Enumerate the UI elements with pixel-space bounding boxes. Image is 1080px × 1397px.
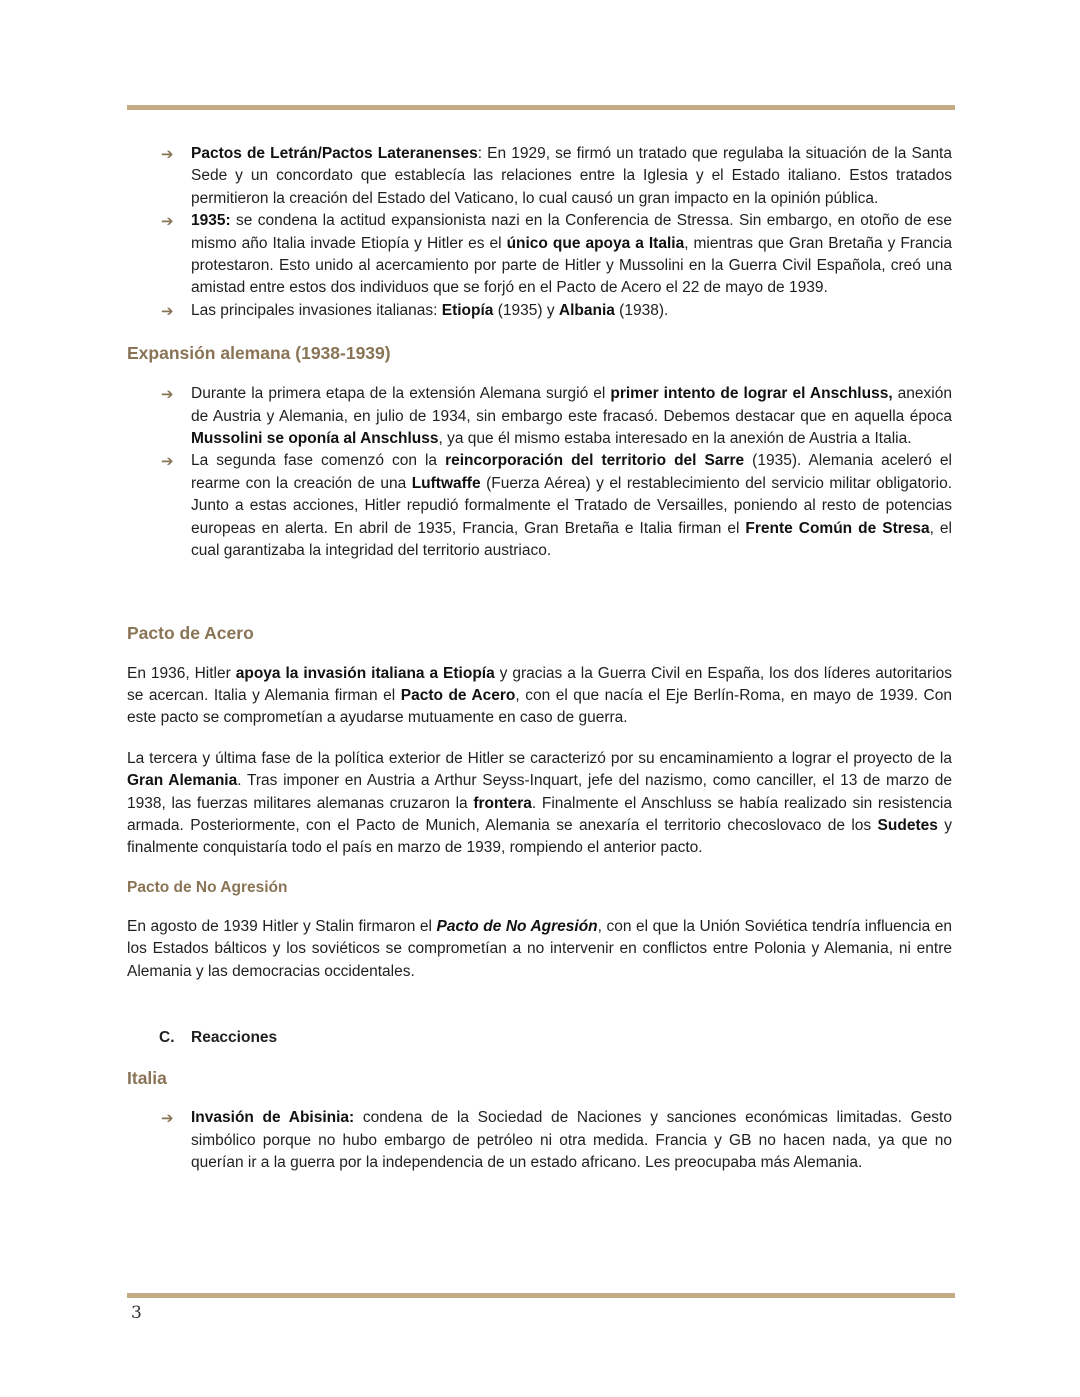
- arrow-right-icon: ➔: [161, 212, 174, 231]
- expansion-list: [127, 383, 952, 562]
- italy-policy-list: [127, 143, 952, 322]
- section-heading-expansion: Expansión alemana (1938-1939): [127, 343, 391, 364]
- list-item: ➔ Las principales invasiones italianas: Etiopía (1935) y Albania (1938).: [127, 300, 952, 322]
- arrow-right-icon: ➔: [161, 301, 174, 320]
- page-content: [127, 143, 952, 1175]
- page-number: 3: [131, 1303, 142, 1323]
- italia-list: [127, 1107, 952, 1174]
- paragraph-acero-2: La tercera y última fase de la política exterior de Hitler se caracterizó por su encaminamiento a lograr el proyecto de la Gran Alemania. Tras imponer en Austria a Arthur Seyss-Inquart, jefe del nazismo, como canciller, el 13 de marzo de 1938, las fuerzas militares alemanas cruzaron la frontera. Finalmente el Anschluss se había realizado sin resistencia armada. Posteriormente, con el Pacto de Munich, Alemania se anexaría el territorio checoslovaco de los Sudetes y finalmente conquistaría todo el país en marzo de 1939, rompiendo el anterior pacto.: [127, 749, 952, 857]
- arrow-right-icon: ➔: [161, 385, 174, 404]
- header-rule: [127, 105, 955, 110]
- arrow-right-icon: ➔: [161, 145, 174, 163]
- list-item: ➔ La segunda fase comenzó con la reincorporación del territorio del Sarre (1935). Alemania aceleró el rearme con la creación de una Luftwaffe (Fuerza Aérea) y el restablecimiento del servicio militar obligatorio. Junto a estas acciones, Hitler repudió formalmente el Tratado de Versailles, poniendo al resto de potencias europeas en alerta. En abril de 1935, Francia, Gran Bretaña e Italia firman el Frente Común de Stresa, el cual garantizaba la integridad del territorio austriaco.: [161, 452, 952, 560]
- list-item: ➔ Invasión de Abisinia: condena de la Sociedad de Naciones y sanciones económicas limitadas. Gesto simbólico porque no hubo embargo de petróleo ni otra medida. Francia y GB no hacen nada, ya que no querían ir a la guerra por la independencia de un estado africano. Les preocupaba más Alemania.: [161, 1109, 952, 1172]
- arrow-right-icon: ➔: [161, 1109, 174, 1128]
- list-item: ➔ Durante la primera etapa de la extensión Alemana surgió el primer intento de lograr el Anschluss, anexión de Austria y Alemania, en julio de 1934, sin embargo este fracasó. Debemos destacar que en aquella época Mussolini se oponía al Anschluss, ya que él mismo estaba interesado en la anexión de Austria a Italia.: [161, 385, 952, 448]
- footer-rule: [127, 1293, 955, 1298]
- paragraph-acero-1: En 1936, Hitler apoya la invasión italiana a Etiopía y gracias a la Guerra Civil en España, los dos líderes autoritarios se acercan. Italia y Alemania firman el Pacto de Acero, con el que nacía el Eje Berlín-Roma, en mayo de 1939. Con este pacto se comprometían a ayudarse mutuamente en caso de guerra.: [127, 664, 952, 727]
- arrow-right-icon: ➔: [161, 452, 174, 471]
- section-heading-acero: Pacto de Acero: [127, 622, 254, 643]
- list-item: ➔ 1935: se condena la actitud expansionista nazi en la Conferencia de Stressa. Sin embargo, en otoño de ese mismo año Italia invade Etiopía y Hitler es el único que apoya a Italia, mientras que Gran Bretaña y Francia protestaron. Esto unido al acercamiento por parte de Hitler y Mussolini en la Guerra Civil Española, creó una amistad entre estos dos individuos que se forjó en el Pacto de Acero el 22 de mayo de 1939.: [161, 212, 953, 297]
- section-c-title: C. Reacciones: [159, 1028, 278, 1046]
- section-heading-italia: Italia: [127, 1068, 167, 1089]
- list-item: ➔ Pactos de Letrán/Pactos Lateranenses: En 1929, se firmó un tratado que regulaba la situación de la Santa Sede y un concordato que establecía las relaciones entre la Iglesia y el Estado italiano. Estos tratados permitieron la creación del Estado del Vaticano, lo cual causó un gran impacto en la opinión pública.: [161, 145, 952, 207]
- paragraph-no-agresion: En agosto de 1939 Hitler y Stalin firmaron el Pacto de No Agresión, con el que la Unión Soviética tendría influencia en los Estados bálticos y los soviéticos se comprometían a no intervenir en conflictos entre Polonia y Alemania, ni entre Alemania y las democracias occidentales.: [127, 917, 952, 980]
- section-heading-no-agresion: Pacto de No Agresión: [127, 878, 288, 896]
